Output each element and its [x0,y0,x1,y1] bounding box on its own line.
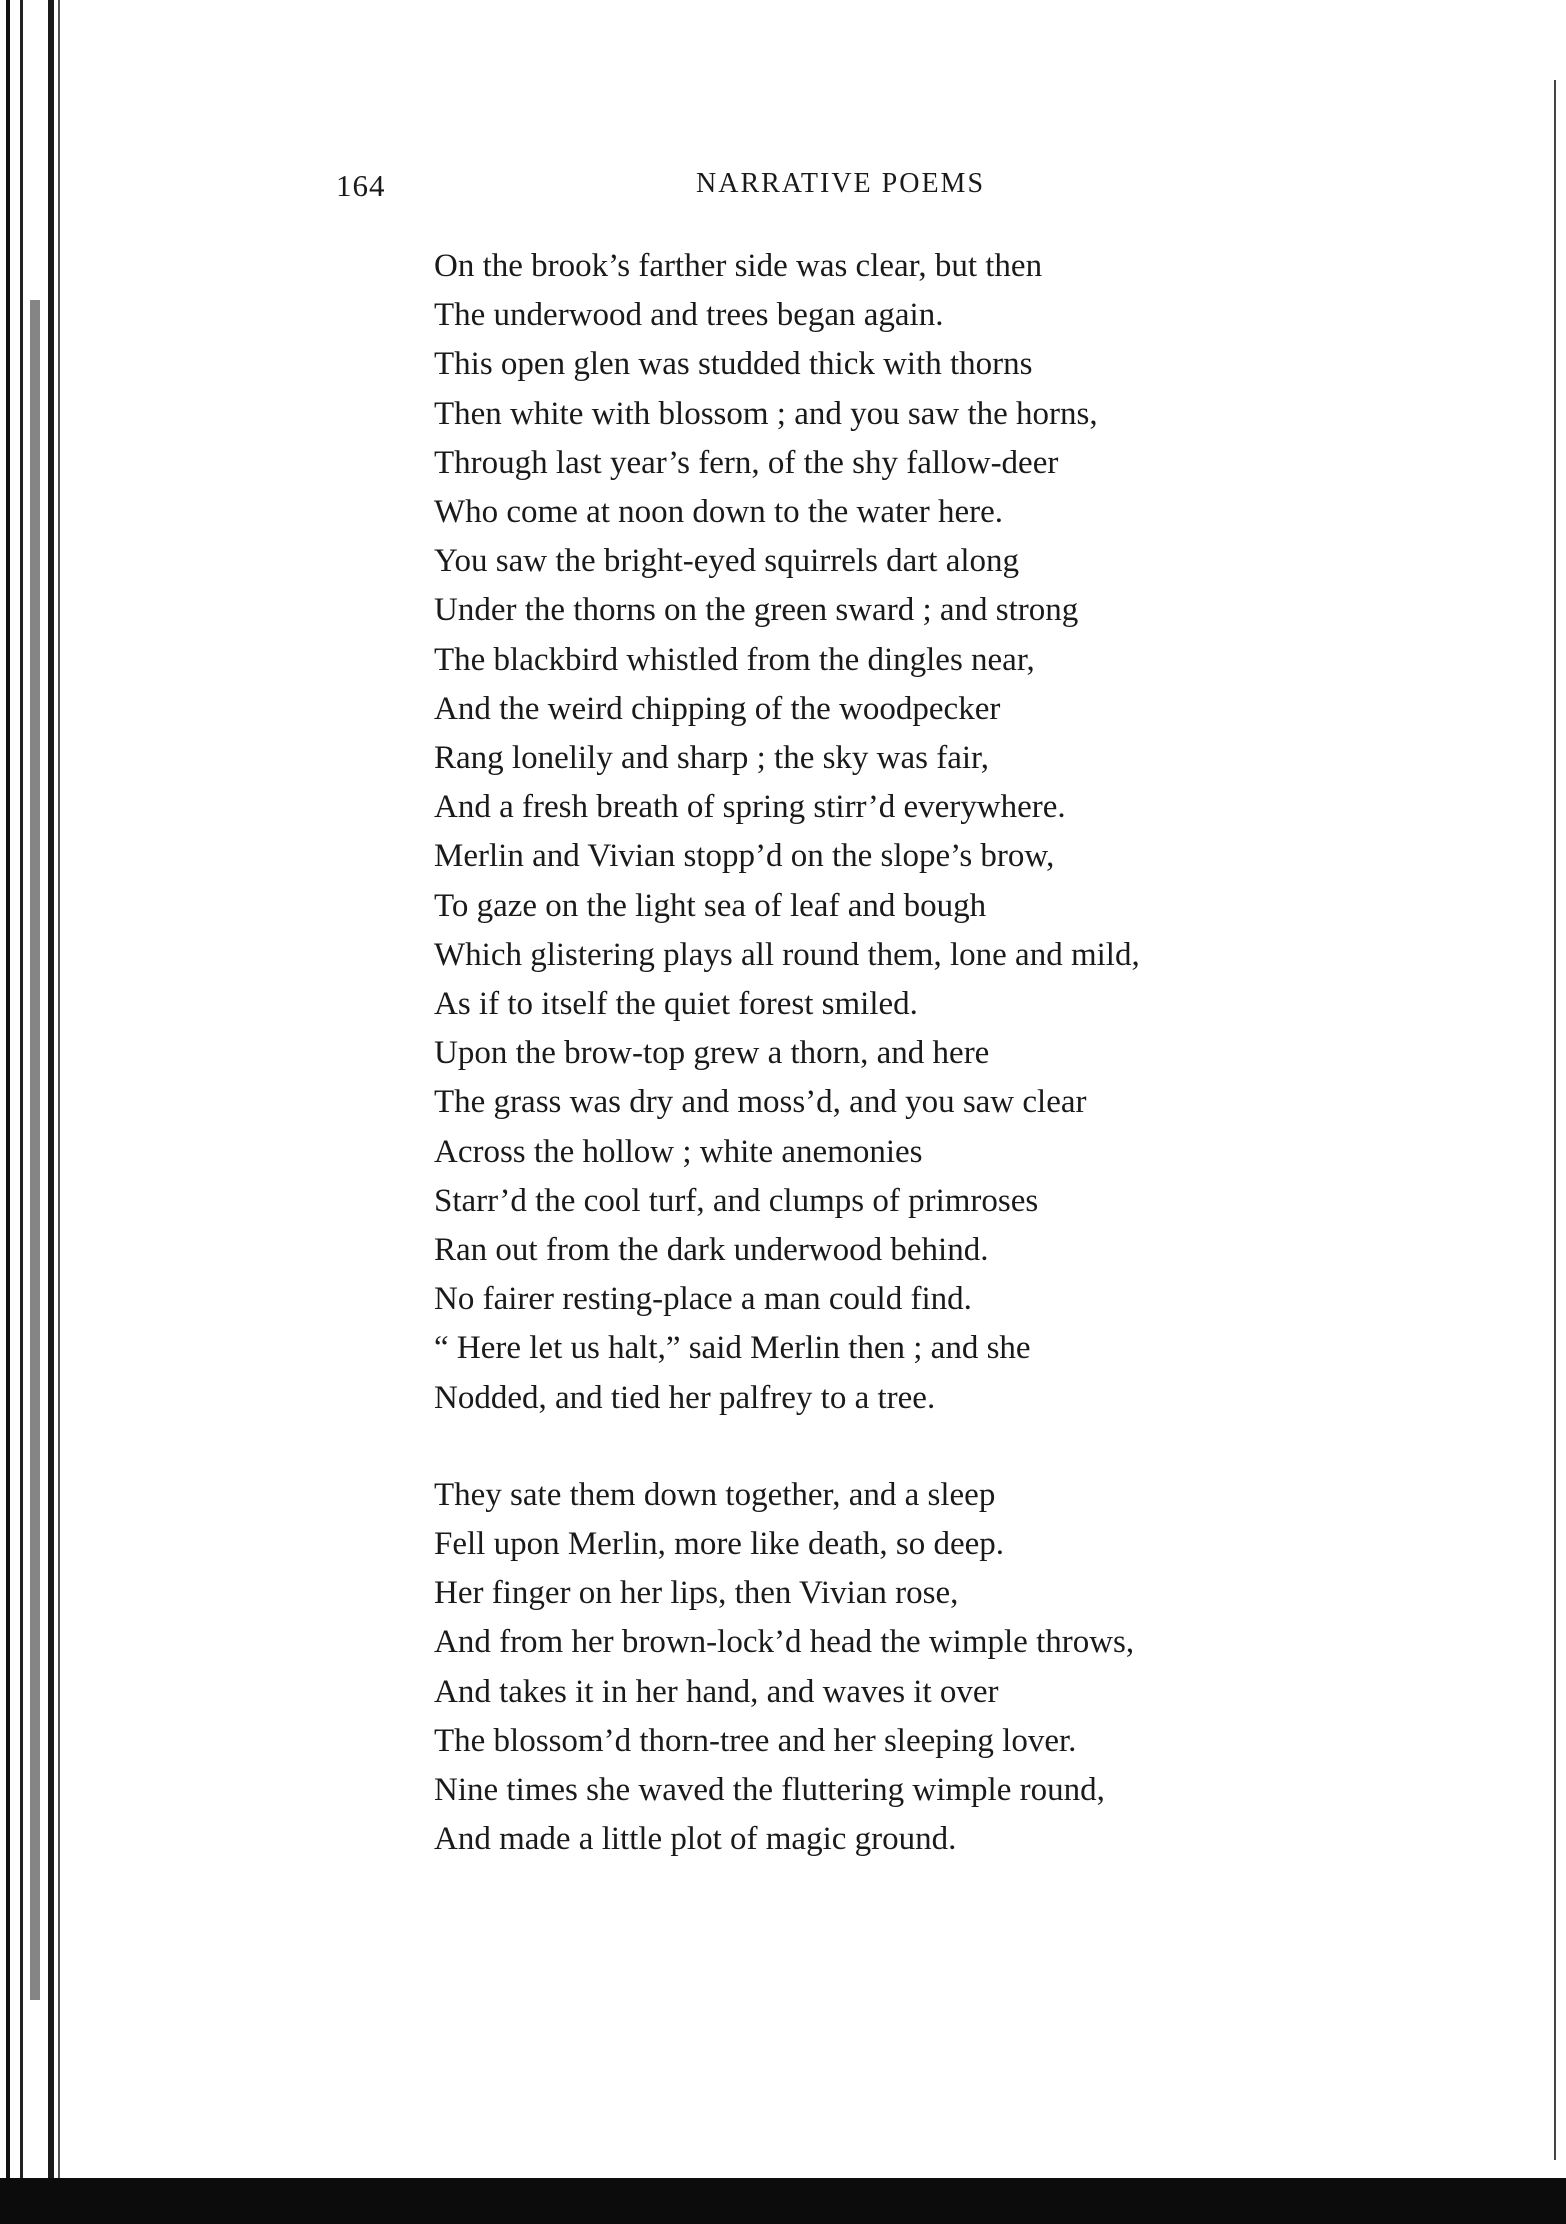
poem-line: Who come at noon down to the water here. [434,494,1004,531]
poem-line: “ Here let us halt,” said Merlin then ; and she [434,1330,1031,1367]
poem-line: No fairer resting-place a man could find. [434,1281,972,1318]
poem-line: The blackbird whistled from the dingles near, [434,641,1035,678]
poem-line: Rang lonelily and sharp ; the sky was fair, [434,740,989,777]
poem-line: Under the thorns on the green sward ; and strong [434,592,1079,629]
poem-line: You saw the bright-eyed squirrels dart along [434,543,1020,580]
poem-line: Nodded, and tied her palfrey to a tree. [434,1379,936,1416]
poem-line: And the weird chipping of the woodpecker [434,690,1001,727]
poem-line: The grass was dry and moss’d, and you saw clear [434,1084,1087,1121]
poem-line: Upon the brow-top grew a thorn, and here [434,1035,990,1072]
book-binding-edge [0,0,72,2224]
poem-line: They sate them down together, and a sleep [434,1476,996,1513]
poem-line: The underwood and trees began again. [434,297,944,334]
poem-line: And from her brown-lock’d head the wimple throws, [434,1624,1135,1661]
page-number: 164 [336,168,386,203]
poem-line: To gaze on the light sea of leaf and bough [434,887,987,924]
poem-line: And takes it in her hand, and waves it over [434,1673,999,1710]
poem-line: On the brook’s farther side was clear, but then [434,248,1043,284]
poem-line: Nine times she waved the fluttering wimple round, [434,1772,1105,1809]
poem-line: Her finger on her lips, then Vivian rose, [434,1575,959,1612]
poem-line: And made a little plot of magic ground. [434,1821,957,1858]
running-title: NARRATIVE POEMS [696,168,986,199]
poem-line: Across the hollow ; white anemonies [434,1133,923,1170]
poem-line: Then white with blossom ; and you saw the horns, [434,395,1098,432]
poem-line: As if to itself the quiet forest smiled. [434,986,918,1023]
poem-line: The blossom’d thorn-tree and her sleeping lover. [434,1722,1077,1759]
stanza-1 [434,242,1534,1423]
poem-line: Through last year’s fern, of the shy fallow-deer [434,444,1059,481]
poem-line: Merlin and Vivian stopp’d on the slope’s brow, [434,838,1055,875]
poem-line: Fell upon Merlin, more like death, so deep. [434,1526,1005,1563]
poem-line: Starr’d the cool turf, and clumps of primroses [434,1182,1039,1219]
stanza-2 [434,1471,1534,1865]
poem-body [434,242,1534,1865]
poem-line: And a fresh breath of spring stirr’d everywhere. [434,789,1066,826]
page-right-edge [1554,80,1556,2160]
poem-line: Which glistering plays all round them, lone and mild, [434,936,1140,973]
poem-line: This open glen was studded thick with thorns [434,346,1033,383]
scan-bottom-band [0,2178,1566,2224]
poem-line: Ran out from the dark underwood behind. [434,1232,989,1269]
